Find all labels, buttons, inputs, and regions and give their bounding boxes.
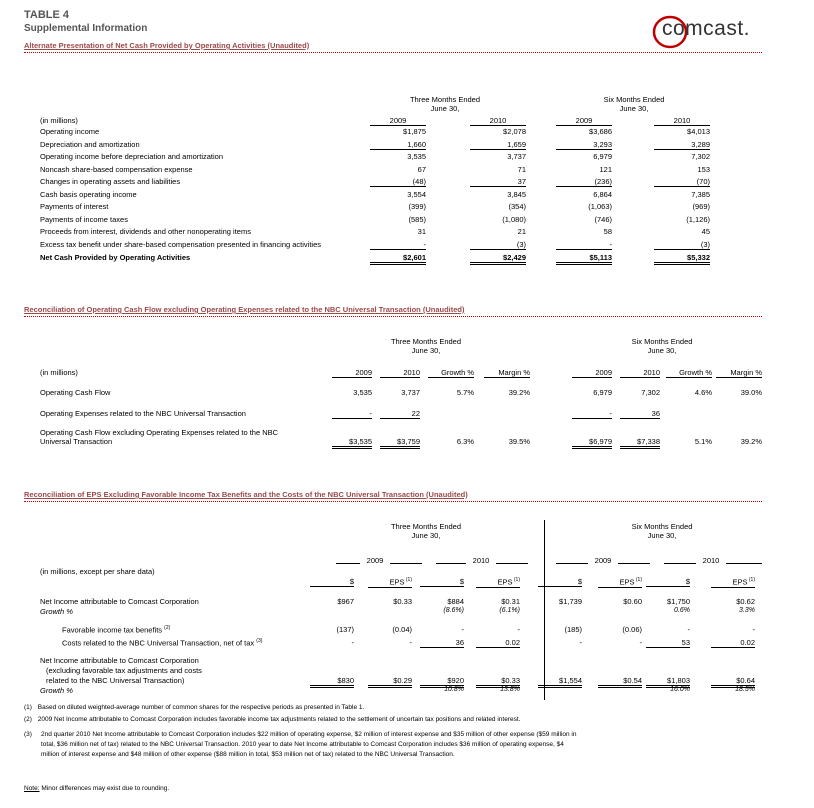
s1-row-label: Payments of interest [40, 202, 109, 212]
s3-cell: (185) [564, 625, 582, 634]
s3-growth-cell: 0.6% [674, 607, 690, 614]
s3-growth-cell: (6.1%) [499, 607, 520, 614]
s2-row-label: Operating Cash Flow [40, 388, 111, 397]
footnote-ref: (1) [404, 577, 412, 583]
s1-cell: $5,113 [556, 253, 612, 265]
note-label: Note: [24, 785, 40, 792]
s2-cell: 5.7% [456, 388, 474, 397]
footnote-text: 2009 Net Income attributable to Comcast Corporation includes favorable income tax adjustments related to the settlement of uncertain tax positions and related interest. [37, 716, 521, 723]
s1-cell: (399) [408, 202, 426, 212]
s2-col-header: 2010 [620, 368, 660, 378]
s3-row-label: (excluding favorable tax adjustments and costs [46, 666, 202, 675]
s3-cell: $0.29 [368, 676, 412, 688]
s2-col-header: Margin % [484, 368, 530, 378]
s3-col-header-text: EPS [619, 577, 635, 587]
s1-cell: (969) [692, 202, 710, 212]
s3-row-label: Net Income attributable to Comcast Corporation [40, 656, 199, 665]
s1-row-label: Net Cash Provided by Operating Activities [40, 252, 191, 262]
s3-cell: (0.06) [622, 625, 642, 634]
s1-cell: (1,080) [502, 214, 526, 224]
s1-cell: 6,864 [593, 189, 612, 199]
s2-col-header: Growth % [428, 368, 474, 378]
s1-cell: 3,737 [507, 152, 526, 162]
s2-three-months-june: June 30, [411, 346, 441, 355]
section1-divider [24, 52, 762, 53]
s3-cell: $1,739 [559, 597, 582, 606]
s1-row-label: Changes in operating assets and liabilities [40, 177, 181, 187]
s2-cell: 39.2% [508, 388, 530, 397]
s2-cell: 22 [380, 409, 420, 419]
s3-year: 2009 [360, 556, 390, 565]
footnote-ref: (1) [512, 577, 520, 583]
s3-cell: - [639, 638, 642, 647]
s1-cell: (746) [594, 214, 612, 224]
s1-cell: (3) [654, 240, 710, 250]
s3-year: 2010 [696, 556, 726, 565]
s1-three-months-header: Three Months Ended [409, 95, 481, 104]
s1-cell: 3,289 [654, 140, 710, 150]
s2-cell: 3,737 [401, 388, 420, 397]
s1-cell: 3,293 [556, 140, 612, 150]
s1-cell: (236) [556, 177, 612, 187]
s1-six-months-june: June 30, [619, 104, 649, 113]
s2-cell: 4.6% [694, 388, 712, 397]
note-text: Minor differences may exist due to rounding. [39, 785, 170, 792]
s1-cell: 45 [701, 227, 710, 237]
s1-cell: $2,078 [503, 127, 526, 136]
section2-divider [24, 316, 762, 317]
footnote [24, 704, 364, 711]
s1-row-label: Operating income [40, 127, 100, 136]
s3-cell: $0.64 [711, 676, 755, 688]
s3-six-months-header: Six Months Ended [631, 522, 693, 531]
s3-cell: $830 [310, 676, 354, 688]
s1-cell: 3,535 [407, 152, 426, 162]
s3-growth-cell: (8.6%) [443, 607, 464, 614]
s3-cell: $920 [420, 676, 464, 688]
s2-cell: 3,535 [353, 388, 372, 397]
s1-cell: - [556, 240, 612, 250]
s2-cell: $6,979 [572, 437, 612, 449]
s3-year: 2010 [466, 556, 496, 565]
s3-cell: 36 [420, 638, 464, 648]
s2-cell: $7,338 [620, 437, 660, 449]
s3-col-header-text: $ [685, 577, 690, 586]
s3-year: 2009 [588, 556, 618, 565]
footnote-text: million of interest expense and $48 million of other expense ($88 million in total, $53 million net of tax) related to the NBC Universal Transaction. [41, 751, 455, 758]
s1-year-col: 2010 [654, 116, 710, 126]
s3-col-header-text: $ [577, 577, 582, 586]
s2-cell: 6,979 [593, 388, 612, 397]
s1-cell: $3,686 [589, 127, 612, 136]
s3-cell: $0.33 [476, 676, 520, 688]
s1-cell: - [370, 240, 426, 250]
s3-col-header [598, 577, 642, 588]
footnote-text: total, $36 million net of tax) related to the NBC Universal Transaction. 2010 year to date Net Income attributable to Comcast Corporation includes $36 million of operating expense, $4 [41, 741, 564, 748]
s2-row-label: Universal Transaction [40, 437, 113, 446]
section3-title: Reconciliation of EPS Excluding Favorable Income Tax Benefits and the Costs of the NBC Universal Transaction (Unaudited) [24, 490, 468, 499]
s1-row-label: Proceeds from interest, dividends and other nonoperating items [40, 227, 251, 237]
s3-row-label: related to the NBC Universal Transaction) [46, 676, 185, 685]
s1-six-months-header: Six Months Ended [603, 95, 665, 104]
s2-col-header: Growth % [666, 368, 712, 378]
footnote-ref: (1) [634, 577, 642, 583]
s3-cell: $0.60 [623, 597, 642, 606]
s3-cell: 0.02 [476, 638, 520, 648]
s3-col-header-text: EPS [732, 577, 748, 587]
s2-col-header: 2010 [380, 368, 420, 378]
s3-cell: - [461, 625, 464, 634]
s3-cell: - [752, 625, 755, 634]
s2-six-months-june: June 30, [647, 346, 677, 355]
s3-cell: - [409, 638, 412, 647]
s3-col-header [646, 577, 690, 587]
s1-row-label: Cash basis operating income [40, 189, 137, 199]
s1-year-col: 2010 [470, 116, 526, 126]
s3-cell: 0.02 [711, 638, 755, 648]
s1-cell: 37 [470, 177, 526, 187]
s3-three-months-header: Three Months Ended [390, 522, 462, 531]
s2-cell: 7,302 [641, 388, 660, 397]
s3-cell: $1,750 [667, 597, 690, 606]
s3-cell: $1,803 [646, 676, 690, 688]
s3-col-header-text: $ [349, 577, 354, 586]
s2-three-months-header: Three Months Ended [390, 337, 462, 346]
s3-col-header [420, 577, 464, 587]
s3-cell: - [517, 625, 520, 634]
footnote-text: Based on diluted weighted-average number of common shares for the respective periods as presented in Table 1. [37, 704, 365, 711]
s1-cell: (1,126) [686, 214, 710, 224]
s2-col-header: Margin % [716, 368, 762, 378]
s2-cell: 39.0% [740, 388, 762, 397]
s3-cell: $0.33 [393, 597, 412, 606]
s1-cell: $2,429 [470, 253, 526, 265]
s3-row-label [62, 625, 170, 635]
s1-cell: 1,660 [370, 140, 426, 150]
s3-col-header [368, 577, 412, 588]
s2-cell: - [572, 409, 612, 419]
s3-row-label: Net Income attributable to Comcast Corporation [40, 597, 199, 606]
s2-row-label: Operating Cash Flow excluding Operating Expenses related to the NBC [40, 428, 279, 437]
s3-col-header-text: $ [459, 577, 464, 586]
s2-cell: 39.2% [740, 437, 762, 446]
s3-cell: $0.62 [736, 597, 755, 606]
s3-growth-label: Growth % [40, 686, 73, 695]
table-number: TABLE 4 [24, 9, 70, 21]
s1-cell: $5,332 [654, 253, 710, 265]
section1-title: Alternate Presentation of Net Cash Provided by Operating Activities (Unaudited) [24, 41, 310, 50]
s1-row-label: Payments of income taxes [40, 214, 128, 224]
s1-cell: 58 [603, 227, 612, 237]
s2-cell: 39.5% [508, 437, 530, 446]
s2-unit-label: (in millions) [40, 368, 78, 377]
s1-row-label: Noncash share-based compensation expense [40, 164, 193, 174]
s3-cell: (137) [336, 625, 354, 634]
comcast-logo [650, 12, 762, 50]
logo-text: comcast. [662, 17, 751, 40]
s3-cell: - [687, 625, 690, 634]
s3-three-months-june: June 30, [411, 531, 441, 540]
s3-cell: 53 [646, 638, 690, 648]
footnote-ref: (1) [747, 577, 755, 583]
s1-cell: $4,013 [687, 127, 710, 136]
s2-row-label: Operating Expenses related to the NBC Universal Transaction [40, 409, 246, 418]
s3-cell: $0.54 [598, 676, 642, 688]
s1-cell: 153 [697, 164, 710, 174]
table-subtitle: Supplemental Information [24, 23, 148, 34]
s1-year-col: 2009 [556, 116, 612, 126]
s2-cell: 5.1% [694, 437, 712, 446]
s1-cell: 67 [417, 164, 426, 174]
footnote-ref: (2) [164, 625, 171, 631]
footnote-key: (3) [24, 731, 32, 738]
s3-col-header [538, 577, 582, 587]
s1-cell: (3) [470, 240, 526, 250]
footnote-key: (1) [24, 704, 32, 711]
footnote [24, 716, 520, 723]
s3-col-header [476, 577, 520, 588]
s1-year-col: 2009 [370, 116, 426, 126]
s3-cell: $1,554 [538, 676, 582, 688]
footnote-key: (2) [24, 716, 32, 723]
s1-cell: $1,875 [403, 127, 426, 136]
s3-col-header [310, 577, 354, 587]
s1-cell: (1,063) [588, 202, 612, 212]
s1-unit-label: (in millions) [40, 116, 78, 125]
s3-cell: - [579, 638, 582, 647]
s1-cell: 3,554 [407, 189, 426, 199]
s1-row-label: Depreciation and amortization [40, 139, 140, 149]
s1-cell: 3,845 [507, 189, 526, 199]
s3-unit-label: (in millions, except per share data) [40, 567, 155, 576]
section3-divider [24, 501, 762, 502]
s3-cell: (0.04) [392, 625, 412, 634]
s1-cell: (585) [408, 214, 426, 224]
s1-cell: 71 [517, 164, 526, 174]
s3-cell: $967 [337, 597, 354, 606]
s3-row-label [62, 638, 262, 648]
s3-growth-cell: 10.8% [444, 686, 464, 693]
s3-cell: - [351, 638, 354, 647]
s1-row-label: Operating income before depreciation and amortization [40, 152, 224, 162]
s2-six-months-header: Six Months Ended [631, 337, 693, 346]
s3-row-label-text: Costs related to the NBC Universal Transaction, net of tax [62, 638, 255, 648]
s1-cell: 6,979 [593, 152, 612, 162]
s2-cell: 36 [620, 409, 660, 419]
s2-col-header: 2009 [332, 368, 372, 378]
s1-cell: 121 [599, 164, 612, 174]
s2-col-header: 2009 [572, 368, 612, 378]
s2-cell: $3,535 [332, 437, 372, 449]
s1-cell: (354) [508, 202, 526, 212]
s1-cell: (70) [654, 177, 710, 187]
s1-cell: $2,601 [370, 253, 426, 265]
s3-row-label-text: Favorable income tax benefits [62, 625, 163, 635]
footnote-text: 2nd quarter 2010 Net Income attributable to Comcast Corporation includes $22 million of operating expense, $2 million of interest expense and $35 million of other expense ($59 million in [41, 731, 577, 738]
s3-cell: $0.31 [501, 597, 520, 606]
section2-title: Reconciliation of Operating Cash Flow excluding Operating Expenses related to the NBC Universal Transaction (Unaudited) [24, 305, 465, 314]
s3-period-divider [544, 520, 545, 700]
s3-growth-cell: 16.0% [670, 686, 690, 693]
s3-cell: $884 [447, 597, 464, 606]
s1-cell: (48) [370, 177, 426, 187]
s3-growth-cell: 18.5% [735, 686, 755, 693]
s1-cell: 7,302 [691, 152, 710, 162]
s1-cell: 31 [417, 227, 426, 237]
rounding-note [24, 785, 169, 792]
s1-row-label: Excess tax benefit under share-based compensation presented in financing activities [40, 240, 321, 250]
s1-cell: 7,385 [691, 189, 710, 199]
s3-col-header-text: EPS [389, 577, 405, 587]
s2-cell: 6.3% [456, 437, 474, 446]
s1-three-months-june: June 30, [430, 104, 460, 113]
s1-cell: 1,659 [470, 140, 526, 150]
s3-col-header [711, 577, 755, 588]
s3-growth-cell: 13.8% [500, 686, 520, 693]
s3-growth-cell: 3.3% [739, 607, 755, 614]
footnote-ref: (3) [256, 638, 263, 644]
s3-growth-label: Growth % [40, 607, 73, 616]
s2-cell: - [332, 409, 372, 419]
s1-cell: 21 [517, 227, 526, 237]
s3-six-months-june: June 30, [647, 531, 677, 540]
s3-col-header-text: EPS [497, 577, 513, 587]
s2-cell: $3,759 [380, 437, 420, 449]
